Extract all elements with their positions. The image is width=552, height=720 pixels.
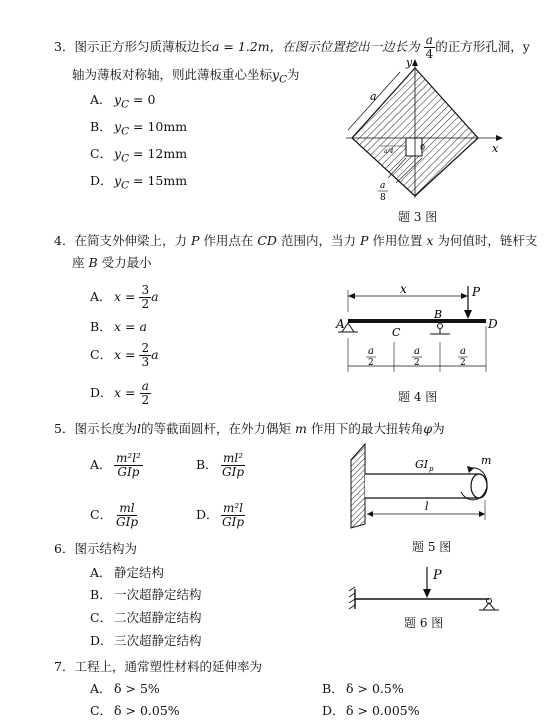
q6-option-a[interactable]: A． 静定结构	[90, 565, 165, 580]
q4-option-b[interactable]: B． x = a	[90, 319, 147, 334]
svg-text:D: D	[488, 317, 498, 331]
q7-option-b[interactable]: B． δ > 0.5%	[322, 681, 404, 696]
x-axis-arrow	[496, 135, 503, 141]
fig3-a4-label: a/4	[384, 148, 394, 155]
q7-option-d[interactable]: D．δ > 0.005%	[322, 703, 420, 718]
svg-text:C: C	[392, 326, 401, 339]
q6-caption: 题 6 图	[404, 616, 444, 630]
fig3-a8-den: 8	[380, 193, 386, 203]
svg-text:B: B	[434, 308, 443, 321]
q6-option-d[interactable]: D．三次超静定结构	[90, 633, 202, 648]
q3-figure	[340, 58, 510, 208]
q3-caption: 题 3 图	[398, 210, 438, 224]
q3-text-b: a = 1.2m，在图示位置挖出一边长为	[211, 39, 420, 54]
q5-caption: 题 5 图	[412, 540, 452, 554]
fig3-a8-num: a	[380, 181, 386, 191]
svg-text:2: 2	[368, 358, 374, 368]
fig3-x-label: x	[492, 142, 499, 155]
fig3-origin: 0	[420, 143, 426, 152]
fig5-m-label: m	[481, 454, 492, 467]
svg-text:p: p	[429, 465, 434, 473]
q4-option-a[interactable]: A． x = $\frac{3}{2}$ a	[90, 283, 159, 311]
svg-text:a: a	[414, 346, 420, 357]
fig6-P-label: P	[433, 568, 442, 583]
fig5-wall	[351, 444, 365, 528]
q3-text-c: 的正方形孔洞，y	[435, 39, 530, 54]
q3-text-a: 图示正方形匀质薄板边长	[74, 39, 212, 54]
q3-option-a[interactable]: A． $y_C = 0$	[90, 92, 156, 111]
svg-text:A: A	[336, 317, 345, 331]
q3-line2: 轴为薄板对称轴，则此薄板重心坐标$y_C$为	[72, 67, 300, 86]
q3-fraction: $\frac{a}{4}$	[425, 33, 434, 61]
q7-option-a[interactable]: A． δ > 5%	[90, 681, 160, 696]
q3-number: 3．	[54, 39, 75, 54]
fig5-shaft	[365, 474, 487, 498]
q4-option-d[interactable]: D．x = $\frac{a}{2}$	[90, 379, 150, 407]
q5-line1: 5．图示长度为l的等截面圆杆，在外力偶矩 m 作用下的最大扭转角φ为	[54, 421, 445, 436]
q4-option-c[interactable]: C． x = $\frac{2}{3}$ a	[90, 341, 159, 369]
q5-option-b[interactable]: B． $\frac{\text{ml²}}{\text{GIp}}$	[196, 451, 245, 479]
fig4-link-support-b	[438, 324, 443, 329]
q6-line1: 6．图示结构为	[54, 541, 137, 556]
fig5-l-label: l	[425, 500, 429, 513]
fig3-a-label: a	[370, 90, 377, 103]
q3-line1	[54, 34, 530, 61]
q7-line1: 7．工程上，通常塑性材料的延伸率为	[54, 659, 262, 674]
q3-option-b[interactable]: B． $y_C = 10mm$	[90, 119, 188, 138]
svg-text:2: 2	[460, 358, 466, 368]
q4-line1: 4．在简支外伸梁上，力 P 作用点在 CD 范围内，当力 P 作用位置 x 为何值时，链杆支	[54, 233, 538, 248]
q4-line2: 座 B 受力最小	[72, 255, 152, 270]
q6-figure	[345, 563, 505, 618]
svg-text:a: a	[368, 346, 374, 357]
svg-text:a: a	[460, 346, 466, 357]
fig4-P-label: P	[472, 285, 481, 299]
fig4-x-label: x	[400, 282, 407, 296]
q6-option-c[interactable]: C． 二次超静定结构	[90, 610, 202, 625]
q3-option-c[interactable]: C． $y_C = 12mm$	[90, 146, 188, 165]
fig3-y-label: y	[406, 58, 413, 69]
q5-figure	[345, 438, 505, 538]
q5-option-c[interactable]: C． $\frac{ml}{\text{GIp}}$	[90, 501, 139, 529]
q5-option-d[interactable]: D． $\frac{\text{m²l}}{\text{GIp}}$	[196, 501, 245, 529]
y-axis-arrow	[412, 59, 418, 66]
svg-text:2: 2	[414, 358, 420, 368]
q7-option-c[interactable]: C． δ > 0.05%	[90, 703, 180, 718]
q5-option-a[interactable]: A． $\frac{\text{m²l²}}{\text{GIp}}$	[90, 451, 141, 479]
q4-figure	[330, 282, 510, 382]
q3-option-d[interactable]: D．$y_C = 15mm$	[90, 173, 188, 192]
fig5-GI-label: GI	[415, 458, 429, 471]
fig4-beam	[348, 319, 486, 323]
q6-option-b[interactable]: B． 一次超静定结构	[90, 587, 202, 602]
q4-caption: 题 4 图	[398, 390, 438, 404]
